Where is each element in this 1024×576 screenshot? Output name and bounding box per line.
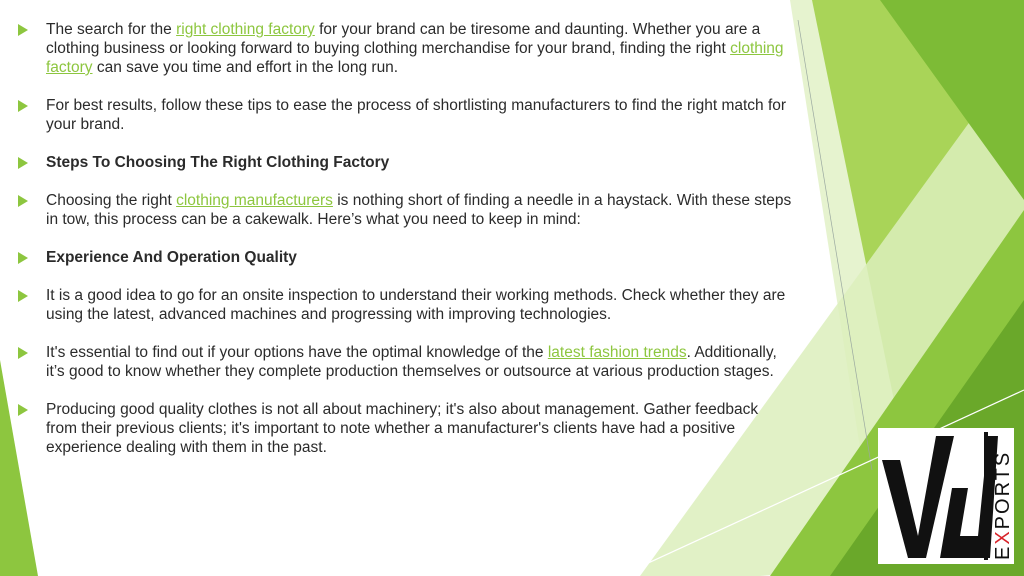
bullet-arrow-icon bbox=[18, 252, 28, 264]
logo-divider-bar bbox=[984, 432, 988, 560]
bullet-paragraph bbox=[18, 96, 793, 134]
bullet-paragraph bbox=[18, 20, 793, 77]
bullet-text: Choosing the right bbox=[46, 192, 177, 209]
bullet-text: can save you time and effort in the long run. bbox=[92, 59, 399, 76]
bullet-arrow-icon bbox=[18, 195, 28, 207]
vj-exports-logo bbox=[878, 428, 1014, 564]
bullet-text: It is a good idea to go for an onsite inspection to understand their working methods. Check whether they are using the latest, advanced machines and progressing with improving technologies. bbox=[46, 287, 786, 323]
bullet-text: Producing good quality clothes is not all about machinery; it's also about management. Gather feedback from their previous clients; it's important to note whether a manufacturer's clients have had a positive experience dealing with them in the past. bbox=[46, 401, 759, 456]
bullet-arrow-icon bbox=[18, 157, 28, 169]
bullet-text: For best results, follow these tips to ease the process of shortlisting manufacturers to find the right match for your brand. bbox=[46, 97, 787, 133]
bullet-arrow-icon bbox=[18, 24, 28, 36]
bullet-paragraph bbox=[18, 286, 793, 324]
bullet-arrow-icon bbox=[18, 347, 28, 359]
section-heading bbox=[18, 248, 793, 267]
logo-wordmark: EXPORTS bbox=[992, 450, 1014, 560]
bullet-text: is nothing short of finding a needle in a haystack. With these steps in tow, this process can be a cakewalk. Here’s what you need to keep in mind: bbox=[46, 192, 792, 228]
bullet-text: . Additionally, it’s good to know whether they complete production themselves or outsource at various production stages. bbox=[46, 344, 777, 380]
text-link[interactable]: clothing factory bbox=[46, 40, 784, 76]
section-heading bbox=[18, 153, 793, 172]
logo-graphic bbox=[878, 428, 1014, 564]
text-link[interactable]: latest fashion trends bbox=[547, 344, 687, 361]
bullet-paragraph bbox=[18, 400, 793, 457]
bullet-arrow-icon bbox=[18, 290, 28, 302]
bullet-text: for your brand can be tiresome and daunting. Whether you are a clothing business or looking forward to buying clothing merchandise for your brand, finding the right bbox=[46, 21, 761, 57]
bullet-list bbox=[18, 20, 793, 476]
bullet-text: Steps To Choosing The Right Clothing Factory bbox=[46, 154, 390, 171]
text-link[interactable]: clothing manufacturers bbox=[176, 192, 333, 209]
bullet-text: It's essential to find out if your options have the optimal knowledge of the bbox=[46, 344, 548, 361]
bullet-paragraph bbox=[18, 343, 793, 381]
bullet-paragraph bbox=[18, 191, 793, 229]
text-link[interactable]: right clothing factory bbox=[176, 21, 315, 38]
bullet-arrow-icon bbox=[18, 404, 28, 416]
bullet-text: The search for the bbox=[46, 21, 177, 38]
bullet-text: Experience And Operation Quality bbox=[46, 249, 297, 266]
bullet-arrow-icon bbox=[18, 100, 28, 112]
